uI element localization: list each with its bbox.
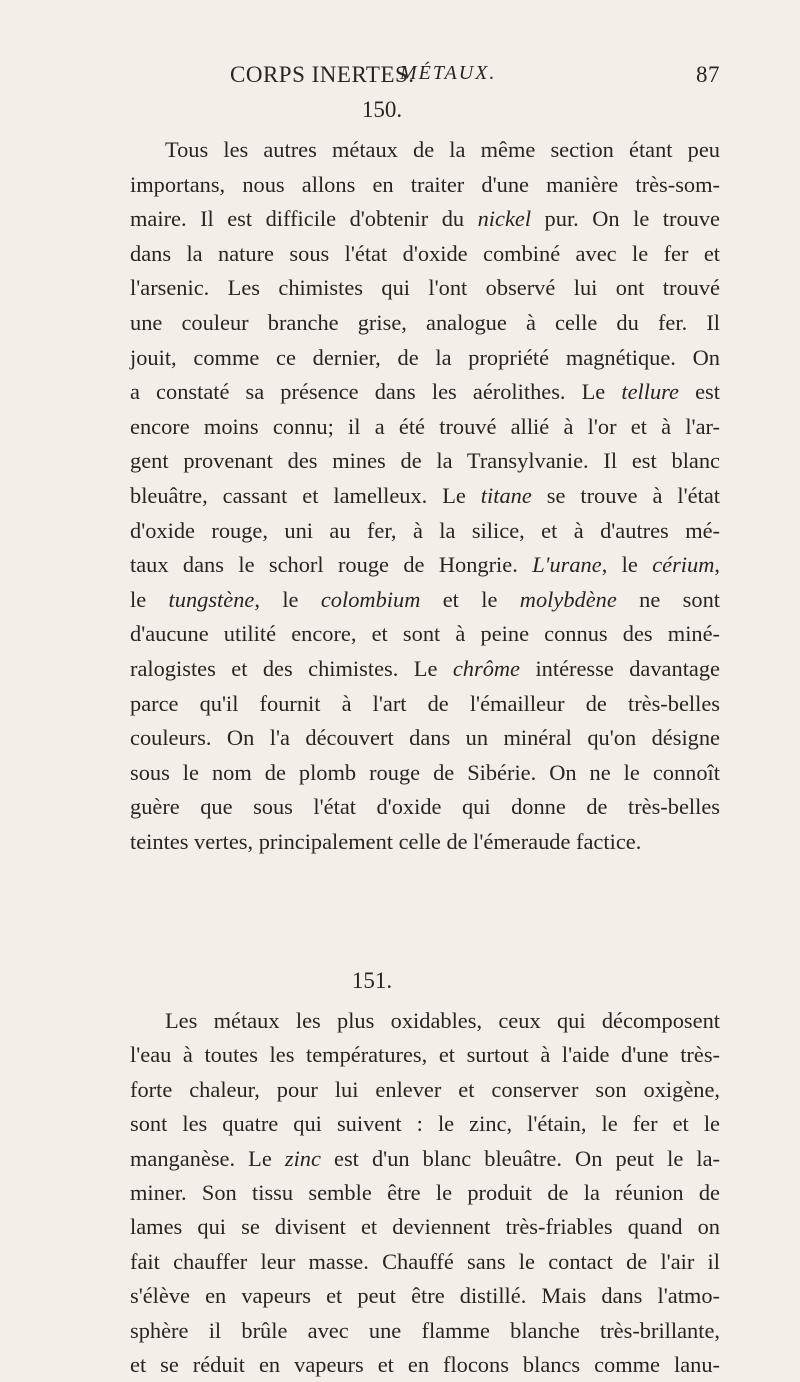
text-line [130,548,720,582]
text-line [130,790,720,824]
italic-term: cérium [652,552,715,578]
text-line [130,168,720,202]
text-line [130,1142,720,1176]
text-line [130,202,720,236]
text-line [130,1107,720,1141]
text-run: jouit, comme ce dernier, de la propriété magnétique. On [130,344,720,370]
section-number: 151. [351,968,393,993]
text-run: est d'un blanc bleuâtre. On peut le la- [320,1145,720,1171]
text-run: sphère il brûle avec une flamme blanche très-brillante, [130,1317,720,1343]
running-head [230,62,720,96]
text-line [130,1245,720,1279]
text-run: fait chauffer leur masse. Chauffé sans le contact de l'air il [130,1248,720,1274]
text-line [130,617,720,651]
italic-term: molybdène [519,586,617,612]
text-run: gent provenant des mines de la Transylvanie. Il est blanc [130,448,720,474]
text-line [130,237,720,271]
text-run: manganèse. Le [130,1145,285,1171]
text-run: importans, nous allons en traiter d'une manière très-som- [130,171,720,197]
text-line [130,687,720,721]
italic-term: tellure [621,379,679,405]
text-run: maire. Il est difficile d'obtenir du [130,206,478,232]
text-run: d'oxide rouge, uni au fer, à la silice, et à d'autres mé- [130,517,720,543]
text-run: d'aucune utilité encore, et sont à peine connus des miné- [130,621,720,647]
text-run: , le [254,586,321,612]
text-run: bleuâtre, cassant et lamelleux. Le [130,483,481,508]
text-line [130,271,720,305]
text-line [130,479,720,513]
text-line [130,444,720,478]
text-run: se trouve à l'état [531,483,720,508]
text-run: taux dans le schorl rouge de Hongrie. [130,552,533,578]
text-line [165,1004,720,1038]
text-run: Tous les autres métaux de la même section étant peu [165,137,720,162]
italic-term: L'urane [532,552,602,578]
text-run: ralogistes et des chimistes. Le [130,656,453,681]
text-run: parce qu'il fournit à l'art de l'émailleur de très-belles [130,690,720,716]
text-line [130,1073,720,1107]
text-run: le [130,586,169,612]
text-line [130,652,720,686]
text-run: , [714,552,720,578]
section-number: 150. [361,97,403,122]
text-run: intéresse davantage [520,656,720,681]
italic-term: colombium [320,586,421,612]
text-run: l'eau à toutes les températures, et surtout à l'aide d'une très- [130,1042,720,1068]
text-run: miner. Son tissu semble être le produit de la réunion de [130,1180,720,1205]
text-line [130,1348,720,1382]
text-line [130,341,720,375]
text-run: Les métaux les plus oxidables, ceux qui décomposent [165,1008,720,1033]
text-line [130,1279,720,1313]
text-run: teintes vertes, principalement celle de l'émeraude factice. [130,829,642,854]
text-run: dans la nature sous l'état d'oxide combiné avec le fer et [130,240,720,266]
page-number: 87 [696,62,720,87]
running-head-title: CORPS INERTES. [230,62,415,87]
text-line [130,825,720,859]
text-run: et se réduit en vapeurs et en flocons blancs comme lanu- [130,1352,720,1377]
text-run: et le [420,586,520,612]
text-line [130,1314,720,1348]
text-run: couleurs. On l'a découvert dans un minéral qu'on désigne [130,725,720,751]
italic-term: tungstène [168,586,255,612]
text-line [165,133,720,167]
text-line [130,721,720,755]
text-line [130,306,720,340]
text-run: s'élève en vapeurs et peut être distillé. Mais dans l'atmo- [130,1283,720,1309]
italic-term: chrôme [452,656,520,681]
italic-term: titane [480,483,532,508]
text-line [130,1176,720,1210]
text-run: sous le nom de plomb rouge de Sibérie. On ne le connoît [130,759,720,785]
text-run: guère que sous l'état d'oxide qui donne de très-belles [130,794,720,820]
text-line [130,410,720,444]
text-run: ne sont [616,586,720,612]
text-line [130,1210,720,1244]
text-run: forte chaleur, pour lui enlever et conserver son oxigène, [130,1076,720,1102]
text-run: a constaté sa présence dans les aérolithes. Le [130,379,622,405]
text-run: , le [601,552,653,578]
text-run: sont les quatre qui suivent : le zinc, l'étain, le fer et le [130,1111,720,1137]
text-run: une couleur branche grise, analogue à celle du fer. Il [130,310,720,335]
text-line [130,756,720,790]
running-head-subtitle: MÉTAUX. [400,62,497,84]
italic-term: zinc [284,1145,321,1171]
text-run: pur. On le trouve [531,206,720,232]
text-line [130,514,720,548]
text-line [130,375,720,409]
text-run: lames qui se divisent et deviennent très-friables quand on [130,1214,720,1240]
text-run: l'arsenic. Les chimistes qui l'ont observé lui ont trouvé [130,275,720,301]
text-run: encore moins connu; il a été trouvé allié à l'or et à l'ar- [130,413,720,439]
italic-term: nickel [477,206,532,232]
text-line [130,583,720,617]
text-run: est [679,379,720,405]
text-line [130,1038,720,1072]
